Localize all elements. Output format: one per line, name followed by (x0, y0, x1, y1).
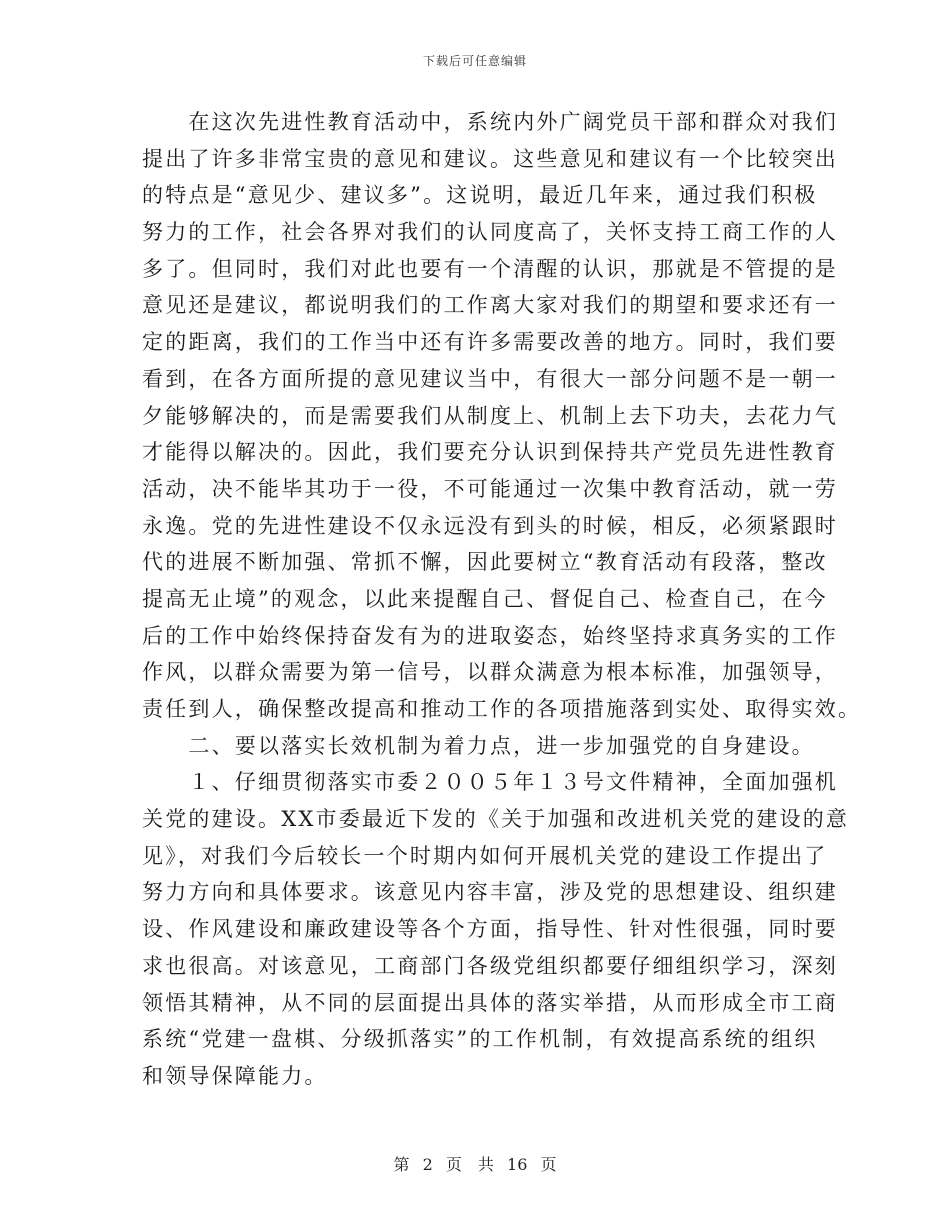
text-line: 定的距离，我们的工作当中还有许多需要改善的地方。同时，我们要 (142, 330, 838, 355)
current-page-number: 2 (422, 1155, 433, 1174)
total-page-count: 16 (507, 1155, 528, 1174)
text-line: １、仔细贯彻落实市委２００５年１３号文件精神，全面加强机 (142, 770, 838, 795)
text-line: 多了。但同时，我们对此也要有一个清醒的认识，那就是不管提的是 (142, 256, 838, 281)
text-line: 求也很高。对该意见，工商部门各级党组织都要仔细组织学习，深刻 (142, 953, 838, 978)
text-line: 永逸。党的先进性建设不仅永远没有到头的时候，相反，必须紧跟时 (142, 513, 838, 538)
text-line: 提出了许多非常宝贵的意见和建议。这些意见和建议有一个比较突出 (142, 146, 838, 171)
footer-prefix: 第 (393, 1155, 410, 1174)
text-line: 责任到人，确保整改提高和推动工作的各项措施落到实处、取得实效。 (142, 697, 862, 721)
page-header: 下载后可任意编辑 (422, 54, 527, 68)
text-line: 努力的工作，社会各界对我们的认同度高了，关怀支持工商工作的人 (142, 220, 838, 245)
text-line: 和领导保障能力。 (142, 1063, 328, 1088)
text-line: 领悟其精神，从不同的层面提出具体的落实举措，从而形成全市工商 (142, 990, 838, 1015)
section-heading: 二、要以落实长效机制为着力点，进一步加强党的自身建设。 (142, 733, 815, 758)
text-line: 作风，以群众需要为第一信号，以群众满意为根本标准，加强领导， (142, 660, 838, 685)
text-line: 代的进展不断加强、常抓不懈，因此要树立“教育活动有段落，整改 (142, 550, 828, 575)
text-line: 后的工作中始终保持奋发有为的进取姿态，始终坚持求真务实的工作 (142, 623, 838, 648)
text-line: 关党的建设。XX市委最近下发的《关于加强和改进机关党的建设的意 (142, 807, 850, 832)
text-line: 活动，决不能毕其功于一役，不可能通过一次集中教育活动，就一劳 (142, 476, 838, 501)
text-line: 意见还是建议，都说明我们的工作离大家对我们的期望和要求还有一 (142, 293, 838, 318)
page-footer (0, 1152, 950, 1175)
text-line: 才能得以解决的。因此，我们要充分认识到保持共产党员先进性教育 (142, 440, 838, 465)
document-body (142, 104, 862, 1095)
footer-mid: 页 共 (445, 1155, 494, 1174)
text-line: 见》，对我们今后较长一个时期内如何开展机关党的建设工作提出了 (142, 843, 828, 868)
text-line: 的特点是“意见少、建议多”。这说明，最近几年来，通过我们积极 (142, 183, 818, 208)
footer-suffix: 页 (540, 1155, 557, 1174)
text-line: 提高无止境”的观念，以此来提醒自己、督促自己、检查自己，在今 (142, 586, 828, 611)
text-line: 设、作风建设和廉政建设等各个方面，指导性、针对性很强，同时要 (142, 917, 838, 942)
text-line: 在这次先进性教育活动中，系统内外广阔党员干部和群众对我们 (142, 110, 838, 134)
text-line: 系统“党建一盘棋、分级抓落实”的工作机制，有效提高系统的组织 (142, 1027, 818, 1052)
text-line: 努力方向和具体要求。该意见内容丰富，涉及党的思想建设、组织建 (142, 880, 838, 905)
text-line: 看到，在各方面所提的意见建议当中，有很大一部分问题不是一朝一 (142, 366, 838, 391)
text-line: 夕能够解决的，而是需要我们从制度上、机制上去下功夫，去花力气 (142, 403, 838, 428)
